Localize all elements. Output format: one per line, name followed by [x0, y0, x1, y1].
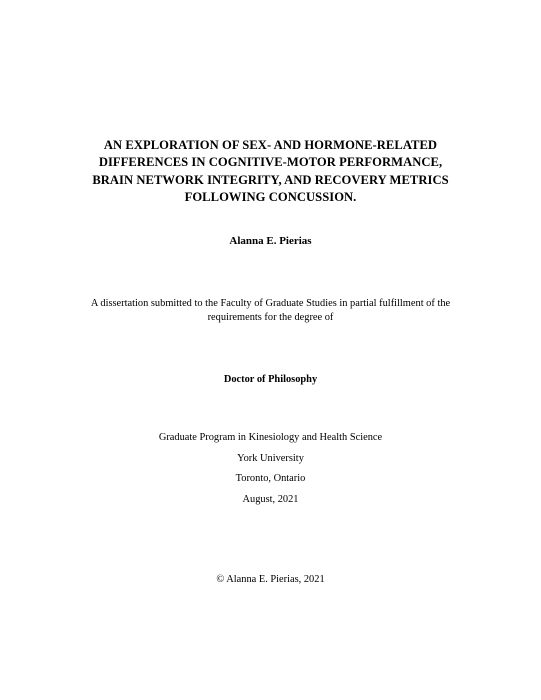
degree-name: Doctor of Philosophy — [223, 374, 318, 385]
statement-line: requirements for the degree of — [207, 312, 334, 323]
title-line: FOLLOWING CONCUSSION. — [184, 189, 357, 204]
submission-statement — [40, 297, 501, 325]
location: Toronto, Ontario — [235, 473, 306, 484]
author-name: Alanna E. Pierias — [229, 235, 312, 247]
title-line: DIFFERENCES IN COGNITIVE-MOTOR PERFORMANCE, — [98, 155, 443, 170]
statement-line: A dissertation submitted to the Faculty of Graduate Studies in partial fulfillment of the — [90, 298, 451, 309]
dissertation-title — [40, 137, 501, 206]
submission-date: August, 2021 — [242, 494, 299, 505]
graduate-program: Graduate Program in Kinesiology and Health Science — [158, 432, 383, 443]
university-name: York University — [237, 453, 304, 464]
copyright-notice: © Alanna E. Pierias, 2021 — [216, 574, 325, 585]
title-line: BRAIN NETWORK INTEGRITY, AND RECOVERY METRICS — [92, 172, 449, 187]
title-line: AN EXPLORATION OF SEX- AND HORMONE-RELATED — [103, 138, 438, 152]
